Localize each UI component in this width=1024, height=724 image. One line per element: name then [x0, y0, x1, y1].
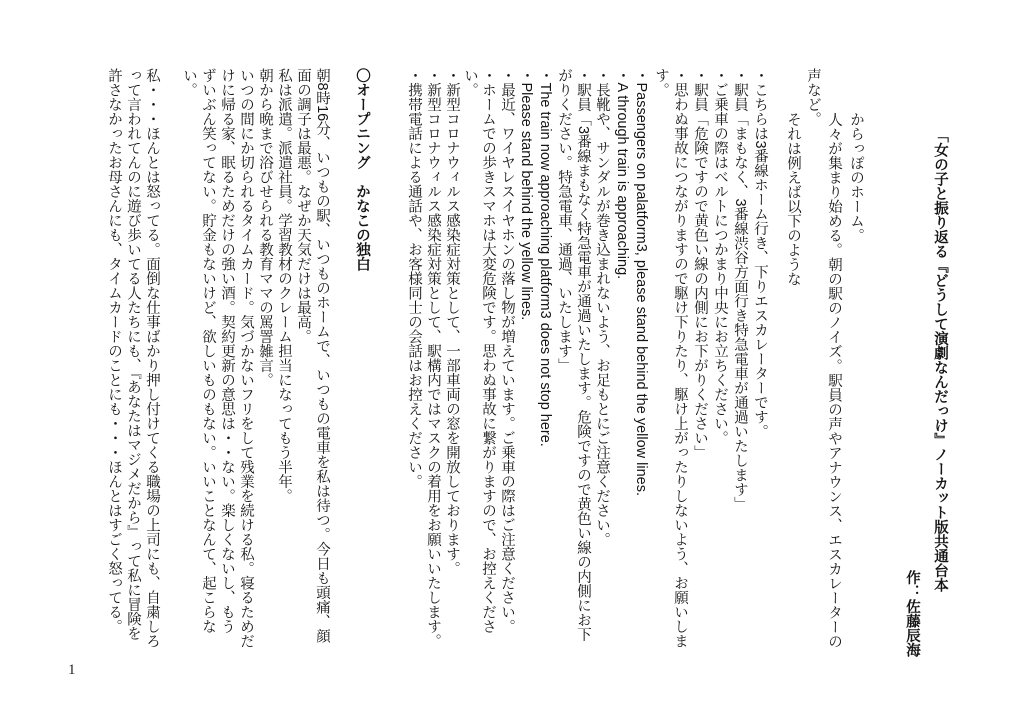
announcement-line: ・The train now approaching platform3 does not stop here. — [537, 68, 553, 447]
announcement-line: ・Passengers on palatform3, please stand behind the yellow lines. — [633, 68, 649, 497]
announcement-line: す。 — [653, 68, 669, 97]
document-title: 「女の子と振り返る『どうして演劇なんだっけ』ノーカット版共通台本 — [932, 128, 948, 592]
announcement-line: ・最近、ワイヤレスイヤホンの落し物が増えています。ご乗車の際はご注意ください。 — [499, 68, 515, 634]
monologue-line: 私は派遣。派遣社員。学習教材のクレーム担当になってもう半年。 — [276, 68, 292, 503]
stage-direction-line: からっぽのホーム。 — [848, 112, 864, 243]
monologue-line: 朝から晩まで浴びせられる教育ママの罵詈雑言。 — [257, 68, 273, 387]
announcement-line: ・駅員「まもなく、3番線渋谷方面行き特急電車が通過いたします」 — [732, 68, 748, 512]
announcement-line: ・駅員「危険ですので黄色い線の内側にお下がりください」 — [692, 68, 708, 460]
announcement-line: ・ホームでの歩きスマホは大変危険です。思わぬ事故に繋がりますので、お控えくださ — [480, 68, 496, 634]
page-number: 1 — [68, 662, 76, 678]
announcement-line: ・携帯電話による通話や、お客様同士の会話はお控えください。 — [406, 68, 422, 489]
announcement-line: ・新型コロナウィルス感染症対策として、一部車両の窓を開放しております。 — [444, 68, 460, 576]
announcement-line: ・駅員「3番線まもなく特急電車が通過いたします。危険ですので黄色い線の内側にお下 — [575, 68, 591, 642]
monologue-line: いつの間にか切られるタイムカード。気づかないフリをして残業を続ける私。寝るためだ — [238, 68, 254, 648]
author-credit: 作：佐藤辰海 — [904, 570, 920, 657]
scene-heading: 〇オープニング かなこの独白 — [354, 68, 370, 271]
announcement-line: ・長靴や、サンダルが巻き込まれないよう、お足もとにご注意ください。 — [594, 68, 610, 547]
monologue-line: 面の調子は最悪。なぜか天気だけは最高。 — [295, 68, 311, 344]
monologue-line: けに帰る家、眠るためだけの強い酒。契約更新の意思は・・ない。楽しくないし、もう — [219, 68, 235, 634]
announcement-line: ・新型コロナウィルス感染症対策として、駅構内ではマスクの着用をお願いいたします。 — [425, 68, 441, 648]
monologue-line: って言われてんのに遊び歩いてる人たちにも、『あなたはマジメだから』って私に冒険を — [125, 68, 141, 641]
announcement-line: ・ご乗車の際はベルトにつかまり中央にお立ちください。 — [712, 68, 728, 445]
announcement-line: ・Please stand behind the yellow lines. — [518, 68, 534, 321]
stage-direction-line: 人々が集まり始める。朝の駅のノイズ。駅員の声やアナウンス、エスカレーターの — [826, 112, 842, 649]
monologue-line: 許さなかったお母さんにも、タイムカードのことにも・・・ほんとはすごく怒ってる。 — [106, 68, 122, 634]
announcement-line: ・A through train is approaching. — [614, 68, 630, 280]
announcement-line: い。 — [462, 68, 478, 97]
monologue-line: 私・・・ほんとは怒ってる。面倒な仕事ばかり押し付けてくる職場の上司にも、自粛しろ — [144, 68, 160, 648]
monologue-line: 朝8時16分、いつもの駅、いつものホームで、いつもの電車を私は待つ。今日も頭痛、顔 — [314, 68, 330, 644]
announcement-line: がりください。特急電車、通過、いたします」 — [556, 68, 572, 373]
stage-direction-line: それは例えば以下のような — [785, 112, 801, 286]
announcement-line: ・思わぬ事故につながりますので駆け下りたり、駆け上がったりしないよう、お願いしま — [672, 68, 688, 648]
monologue-line: ずいぶん笑ってない。貯金もないけど、欲しいものもない。いいことなんて、起こらな — [200, 68, 216, 634]
announcement-line: ・こちらは3番線ホーム行き、下りエスカレーターです。 — [752, 68, 768, 439]
monologue-line: い。 — [181, 68, 197, 97]
stage-direction-line: 声など。 — [805, 68, 821, 126]
